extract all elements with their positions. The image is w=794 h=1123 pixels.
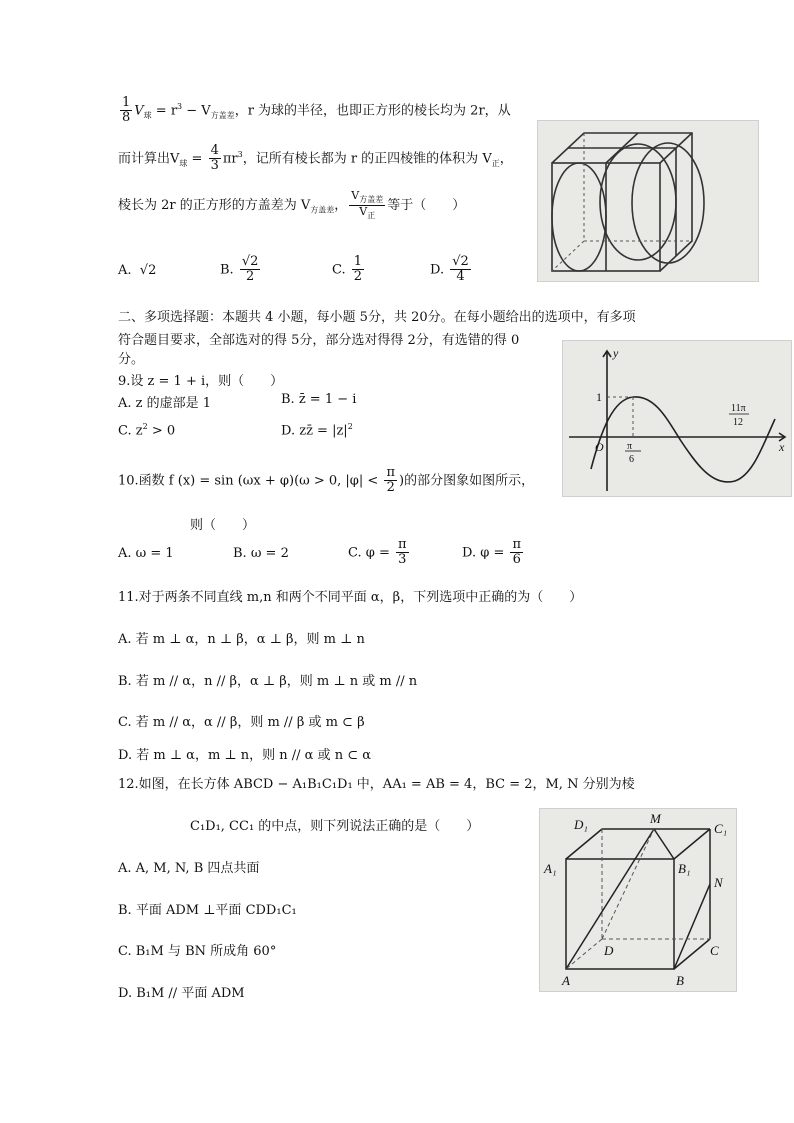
section2-line1: 二、多项选择题：本题共 4 小题，每小题 5分，共 20分。在每小题给出的选项中，有多项	[118, 310, 636, 325]
q9-stem: 9.设 z = 1 + i，则（ ）	[118, 374, 284, 389]
fig-label-a: A	[562, 973, 570, 988]
fig-label-a1: A₁	[544, 861, 557, 876]
fig-label-n: N	[714, 875, 723, 890]
graph-one-label: 1	[596, 390, 602, 404]
cube-spheres-figure	[537, 120, 759, 282]
q8-option-b: B. $\frac{√2}{2}$	[220, 254, 259, 285]
q8-line3: 棱长为 2r 的正方形的方盖差为 $V_{方盖差}$， $\frac{V_{方盖差}}{V_正}$ 等于（ ）	[118, 189, 466, 221]
graph-origin-label: O	[595, 440, 604, 454]
q10-option-c: C. φ = $\frac{\pi}{3}$	[348, 537, 407, 568]
q11-stem: 11.对于两条不同直线 m,n 和两个不同平面 α，β，下列选项中正确的为（ ）	[118, 590, 583, 605]
graph-tick1-den: 6	[629, 454, 634, 465]
graph-x-label: x	[779, 440, 785, 454]
q12-stem2: C₁D₁, CC₁ 的中点，则下列说法正确的是（ ）	[190, 819, 480, 834]
q11-option-b: B. 若 m // α，n // β，α ⊥ β，则 m ⊥ n 或 m // n	[118, 674, 418, 689]
q12-option-d: D. B₁M // 平面 ADM	[118, 986, 245, 1001]
q12-stem: 12.如图，在长方体 ABCD − A₁B₁C₁D₁ 中，AA₁ = AB = 4，BC = 2，M, N 分别为棱	[118, 777, 635, 792]
q10-option-b: B. ω = 2	[233, 546, 289, 561]
q12-option-a: A. A, M, N, B 四点共面	[118, 861, 260, 876]
fig-label-c: C	[710, 943, 719, 958]
fig-label-b1: B₁	[678, 861, 691, 876]
graph-tick2-num: 11π	[731, 403, 746, 414]
fig-label-d1: D₁	[574, 817, 588, 832]
q11-option-a: A. 若 m ⊥ α，n ⊥ β，α ⊥ β，则 m ⊥ n	[118, 632, 365, 647]
q10-option-a: A. ω = 1	[118, 546, 174, 561]
fig-label-b: B	[676, 973, 684, 988]
graph-tick2-den: 12	[733, 417, 743, 428]
q8-option-d: D. $\frac{√2}{4}$	[430, 254, 469, 285]
q11-option-d: D. 若 m ⊥ α，m ⊥ n，则 n // α 或 n ⊂ α	[118, 748, 372, 763]
q10-stem: 10.函数 f (x) = sin (ωx + φ)(ω > 0, |φ| < $\frac{\pi}{2}$ )的部分图象如图所示，	[118, 465, 535, 496]
q10-then: 则（ ）	[190, 518, 256, 533]
section2-line2: 符合题目要求，全部选对的得 5分，部分选对得得 2分，有选错的得 0	[118, 333, 520, 348]
fig-label-m: M	[650, 811, 661, 826]
cuboid-figure	[539, 808, 737, 992]
section2-line3: 分。	[118, 352, 145, 367]
q9-option-d: D. zz̄ = $|z|^2$	[281, 422, 353, 439]
sine-graph-figure	[562, 340, 792, 497]
q10-option-d: D. φ = $\frac{\pi}{6}$	[462, 537, 522, 568]
q12-option-c: C. B₁M 与 BN 所成角 60°	[118, 944, 277, 959]
q8-option-a: A. √2	[118, 263, 157, 278]
q11-option-c: C. 若 m // α，α // β，则 m // β 或 m ⊂ β	[118, 715, 365, 730]
q12-option-b: B. 平面 ADM ⊥平面 CDD₁C₁	[118, 903, 297, 918]
fig-label-d: D	[604, 943, 614, 958]
q9-option-c: C. $z^2 > 0$	[118, 422, 176, 439]
q8-option-c: C. $\frac{1}{2}$	[332, 254, 363, 285]
q8-line2: 而计算出$V_球$ = $\frac{4}{3}$ $\pi r^3$，记所有棱长都为 r 的正四棱锥的体积为 $V_正$，	[118, 143, 513, 174]
q9-option-a: A. z 的虚部是 1	[118, 396, 212, 411]
q8-line1: $\frac{1}{8}$ $V_球 = r^3 - V_{方盖差}$，r 为球的半径，也即正方形的棱长均为 2r，从	[122, 95, 511, 126]
q9-option-b: B. z̄ = 1 − i	[281, 392, 357, 407]
fig-label-c1: C₁	[714, 821, 728, 836]
graph-y-label: y	[613, 346, 619, 360]
graph-tick1-num: π	[627, 441, 633, 452]
